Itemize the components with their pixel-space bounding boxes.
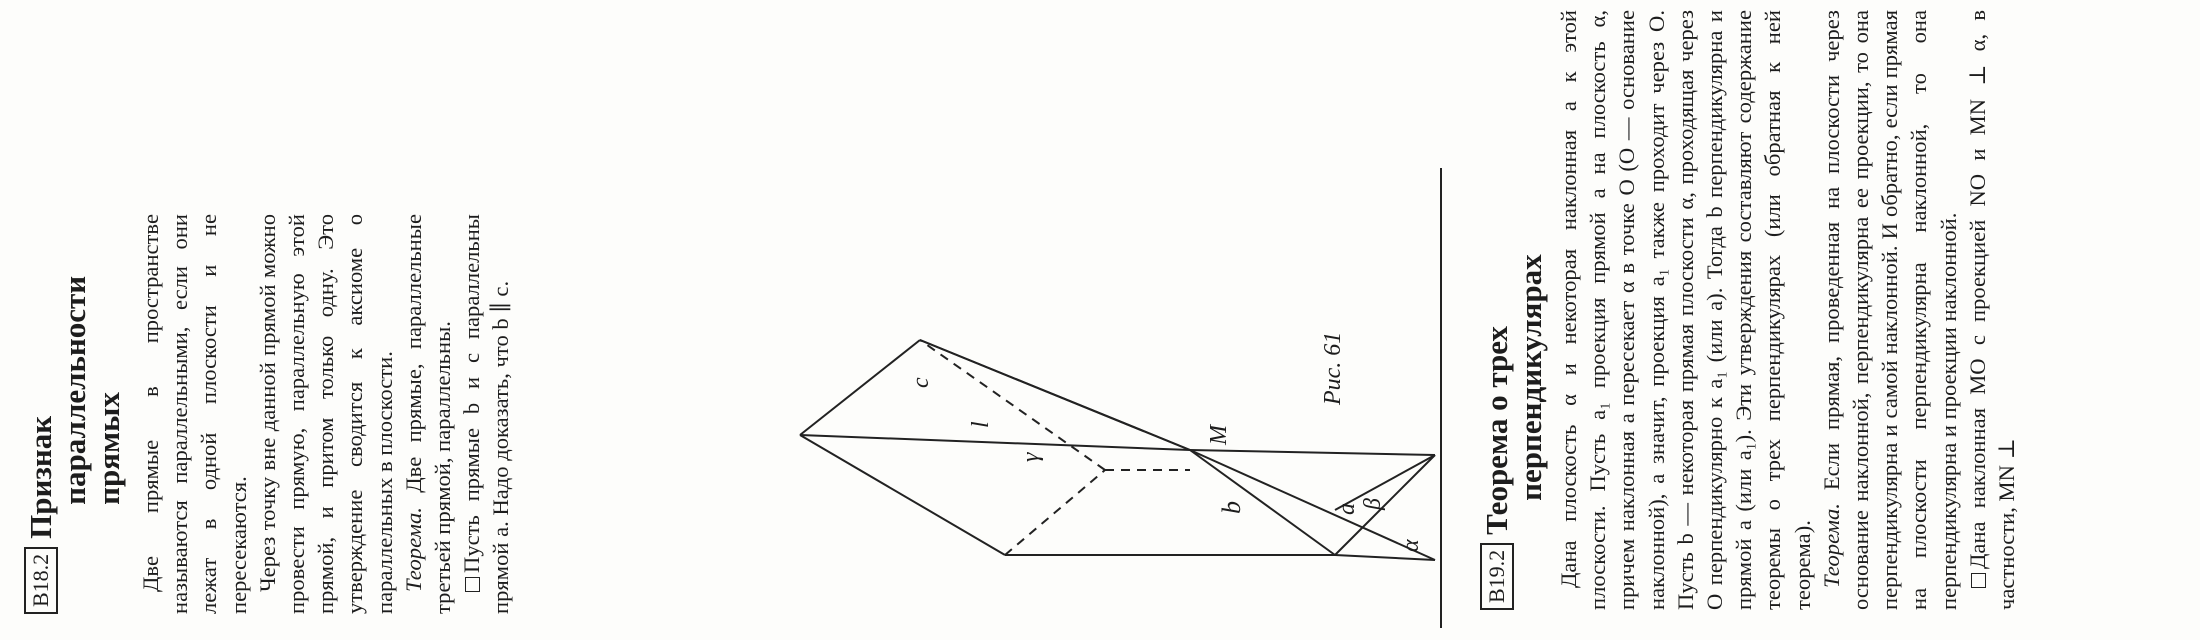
definition-paragraph: Две прямые в пространстве называются параллельными, если они лежат в одной плоскости и не пересекаются. xyxy=(138,214,251,614)
label-b: b xyxy=(1217,501,1246,514)
plane-edge xyxy=(1190,450,1435,455)
label-M: M xyxy=(1206,425,1232,445)
section-title xyxy=(24,214,126,539)
label-c: c xyxy=(908,377,934,388)
figure-61 xyxy=(780,170,1470,610)
section-badge: B19.2 xyxy=(1480,543,1514,610)
proof-text: Пусть прямые b и c параллельны прямой a. Надо доказать, что b ∥ c. xyxy=(459,214,514,614)
section-title-line1: Теорема о трех xyxy=(1479,326,1514,535)
hidden-edge xyxy=(1005,470,1105,555)
figure-caption: Рис. 61 xyxy=(1320,331,1346,405)
section-18-2-header xyxy=(24,214,126,614)
theorem-paragraph xyxy=(399,214,457,614)
proof-text: Дана наклонная MO с проекцией NO и MN ⊥ α, в частности, MN ⊥ xyxy=(1964,10,2020,610)
theorem-text: Две прямые, параллельные третьей прямой, параллельны. xyxy=(400,214,456,614)
plane-edge xyxy=(800,340,920,435)
label-a: a xyxy=(1334,503,1360,515)
section-title-line1: Признак xyxy=(23,415,58,539)
section-18-2 xyxy=(24,214,516,614)
proof-start-square-icon xyxy=(1971,573,1986,588)
theorem-text: Если прямая, проведенная на плоскости через основание наклонной, перпендикулярна ее проекции, то она перпендикулярна и самой наклонной. И обратно, если прямая на плоскости перпендикулярна наклонной, то она перпендикулярна и проекции наклонной. xyxy=(1818,10,1961,610)
column-divider xyxy=(1440,168,1442,628)
plane-edge xyxy=(1335,555,1435,560)
plane-edge xyxy=(800,435,1005,555)
proof-start-square-icon xyxy=(465,577,480,592)
plane-edge xyxy=(1190,450,1335,555)
label-beta: β xyxy=(1360,498,1386,510)
theorem-lead: Теорема. xyxy=(400,507,426,592)
theorem-paragraph xyxy=(1817,10,1963,610)
label-l: l xyxy=(968,421,994,428)
plane-edge xyxy=(920,340,1190,450)
section-19-2 xyxy=(1480,10,2021,610)
proof-paragraph xyxy=(457,214,515,614)
label-gamma: γ xyxy=(1018,452,1044,462)
intro-paragraph: Дана плоскость α и некоторая наклонная a к этой плоскости. Пусть a₁ проекция прямой a на плоскость α, причем наклонная a пересекает α в точке O (O — основание наклонной), а значит, проекция a₁ также проходит через O. Пусть b — некоторая прямая плоскости α, проходящая через O перпендикулярно к a₁ (или a). Тогда b перпендикулярна и прямой a (или a₁). Эти утверждения составляют содержание теоремы о трех перпендикулярах (или обратная к ней теорема). xyxy=(1556,10,1815,610)
section-19-2-header xyxy=(1480,10,1548,610)
section-title xyxy=(1480,254,1548,534)
section-title-line2: перпендикулярах xyxy=(1513,254,1548,501)
theorem-lead: Теорема. xyxy=(1818,503,1844,588)
section-title-line2: параллельности прямых xyxy=(57,275,126,505)
axiom-paragraph: Через точку вне данной прямой можно провести прямую, параллельную этой прямой, и притом только одну. Это утверждение сводится к аксиоме о параллельных в плоскости. xyxy=(254,214,397,614)
proof-paragraph xyxy=(1963,10,2021,610)
label-alpha: α xyxy=(1398,539,1424,552)
line-l xyxy=(800,435,1190,450)
section-badge: B18.2 xyxy=(24,547,58,614)
